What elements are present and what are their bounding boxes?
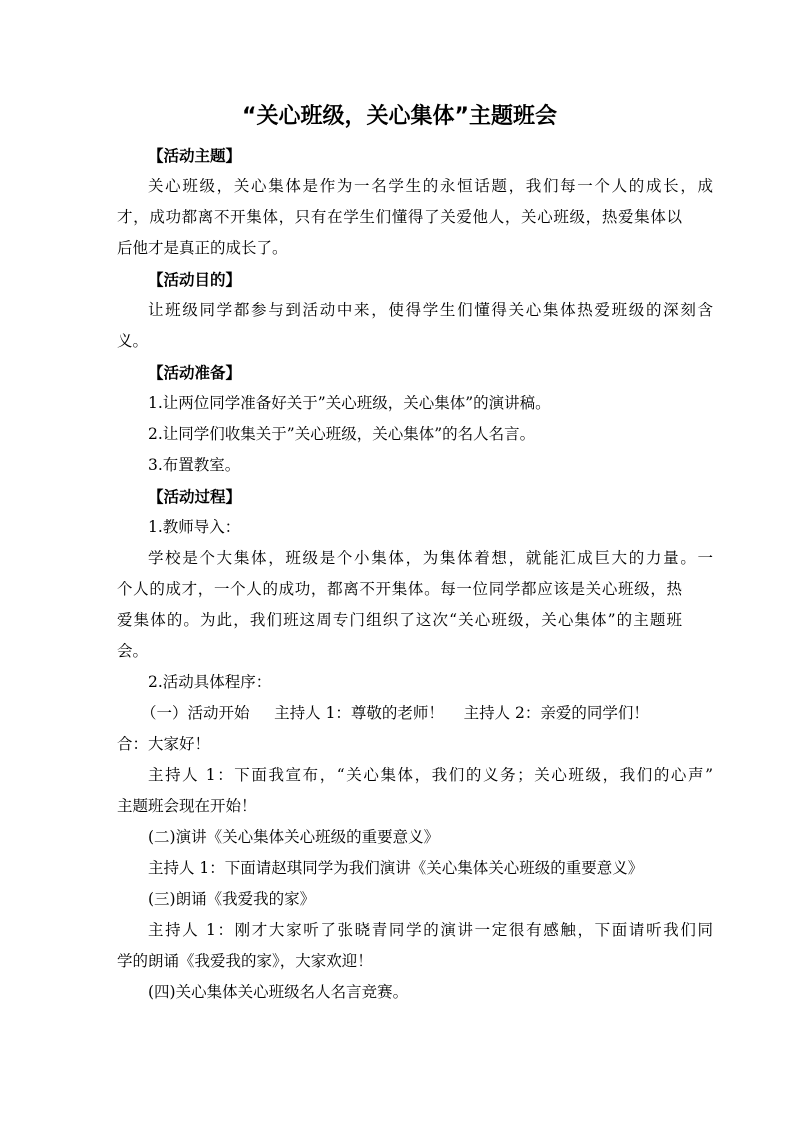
list-item: 1.教师导入：	[148, 518, 241, 536]
section-heading-goal: 【活动目的】	[148, 270, 242, 289]
paragraph-line: 爱集体的。为此，我们班这周专门组织了这次“关心班级，关心集体”的主题班	[117, 611, 682, 629]
paragraph-line: （一）活动开始 主持人 1：尊敬的老师！ 主持人 2：亲爱的同学们！	[141, 704, 649, 722]
list-item: 3.布置教室。	[148, 456, 241, 474]
paragraph-line: 关心班级，关心集体是作为一名学生的永恒话题，我们每一个人的成长，成	[148, 177, 713, 195]
paragraph-line: 主持人 1：刚才大家听了张晓青同学的演讲一定很有感触，下面请听我们同	[148, 921, 713, 939]
paragraph-line: 会。	[117, 642, 149, 660]
paragraph-line: 学校是个大集体，班级是个小集体，为集体着想，就能汇成巨大的力量。一	[148, 549, 713, 567]
paragraph-line: 义。	[117, 332, 149, 350]
document-title: “关心班级，关心集体”主题班会	[242, 104, 557, 129]
paragraph-line: 主持人 1：下面我宣布，“关心集体，我们的义务；关心班级，我们的心声”	[148, 766, 713, 784]
paragraph-line: 个人的成才，一个人的成功，都离不开集体。每一位同学都应该是关心班级，热	[117, 580, 682, 598]
paragraph-line: 让班级同学都参与到活动中来，使得学生们懂得关心集体热爱班级的深刻含	[148, 301, 713, 319]
section-heading-theme: 【活动主题】	[148, 146, 242, 165]
list-item: (三)朗诵《我爱我的家》	[148, 890, 316, 908]
list-item: 2.活动具体程序：	[148, 673, 272, 691]
paragraph-line: 后他才是真正的成长了。	[117, 239, 288, 257]
list-item: 1.让两位同学准备好关于”关心班级，关心集体”的演讲稿。	[148, 394, 551, 412]
paragraph-line: 才，成功都离不开集体，只有在学生们懂得了关爱他人，关心班级，热爱集体以	[117, 208, 682, 226]
list-item: (二)演讲《关心集体关心班级的重要意义》	[148, 828, 440, 846]
section-heading-preparation: 【活动准备】	[148, 363, 242, 382]
list-item: (四)关心集体关心班级名人名言竞赛。	[148, 983, 409, 1001]
paragraph-line: 合：大家好！	[117, 735, 211, 753]
paragraph-line: 主持人 1：下面请赵琪同学为我们演讲《关心集体关心班级的重要意义》	[148, 859, 644, 877]
paragraph-line: 主题班会现在开始！	[117, 797, 257, 815]
section-heading-process: 【活动过程】	[148, 487, 242, 506]
paragraph-line: 学的朗诵《我爱我的家》，大家欢迎！	[117, 952, 373, 970]
list-item: 2.让同学们收集关于”关心班级，关心集体”的名人名言。	[148, 425, 536, 443]
